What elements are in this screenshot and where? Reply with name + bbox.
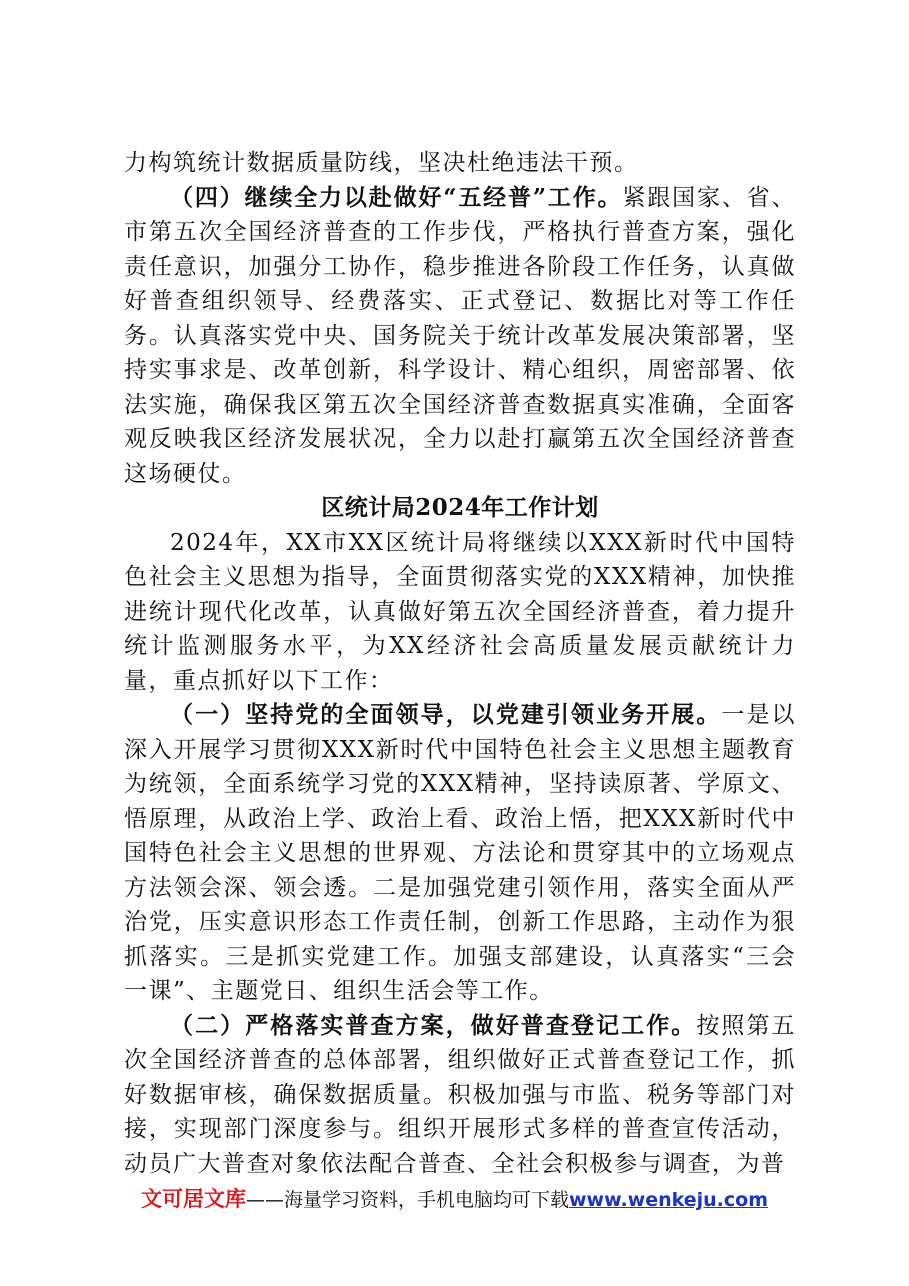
intro-paragraph: 2024年，XX市XX区统计局将继续以XXX新时代中国特色社会主义思想为指导，全面贯彻落实党的XXX精神，加快推进统计现代化改革，认真做好第五次全国经济普查，着力提升统计监测服务水平，为XX经济社会高质量发展贡献统计力量，重点抓好以下工作： bbox=[124, 529, 796, 694]
document-title: 区统计局2024年工作计划 bbox=[321, 494, 599, 521]
section-4-body: 紧跟国家、省、市第五次全国经济普查的工作步伐，严格执行普查方案，强化责任意识，加强分工协作，稳步推进各阶段工作任务，认真做好普查组织领导、经费落实、正式登记、数据比对等工作任务。认真落实党中央、国务院关于统计改革发展决策部署，坚持实事求是、改革创新，科学设计、精心组织，周密部署、依法实施，确保我区第五次全国经济普查数据真实准确，全面客观反映我区经济发展状况，全力以赴打赢第五次全国经济普查这场硬仗。 bbox=[124, 184, 797, 487]
paragraph-section-2 bbox=[124, 1009, 796, 1182]
section-1-body: 一是以深入开展学习贯彻XXX新时代中国特色社会主义思想主题教育为统领，全面系统学习党的XXX精神，坚持读原著、学原文、悟原理，从政治上学、政治上看、政治上悟，把XXX新时代中国特色社会主义思想的世界观、方法论和贯穿其中的立场观点方法领会深、领会透。二是加强党建引领作用，落实全面从严治党，压实意识形态工作责任制，创新工作思路，主动作为狠抓落实。三是抓实党建工作。加强支部建设，认真落实“三会一课”、主题党日、组织生活会等工作。 bbox=[124, 702, 796, 1004]
section-2-heading: （二）严格落实普查方案，做好普查登记工作。 bbox=[170, 1011, 697, 1039]
document-body bbox=[124, 146, 796, 1181]
footer-brand: 文可居文库 bbox=[140, 1187, 246, 1211]
section-4-heading: （四）继续全力以赴做好“五经普”工作。 bbox=[170, 183, 623, 211]
section-1-heading: （一）坚持党的全面领导，以党建引领业务开展。 bbox=[170, 701, 722, 728]
footer-banner bbox=[0, 1183, 909, 1213]
section-2-body: 按照第五次全国经济普查的总体部署，组织做好正式普查登记工作，抓好数据审核，确保数据质量。积极加强与市监、税务等部门对接，实现部门深度参与。组织开展形式多样的普查宣传活动，动员广大普查对象依法配合普查、全社会积极参与调查，为普 bbox=[124, 1012, 796, 1177]
paragraph-section-4 bbox=[124, 181, 796, 492]
paragraph-continuation: 力构筑统计数据质量防线，坚决杜绝违法干预。 bbox=[124, 150, 639, 176]
footer-url-link[interactable]: www.wenkeju.com bbox=[569, 1189, 769, 1211]
footer-tagline: ——海量学习资料，手机电脑均可下载 bbox=[245, 1189, 569, 1211]
paragraph-section-1 bbox=[124, 698, 796, 1009]
